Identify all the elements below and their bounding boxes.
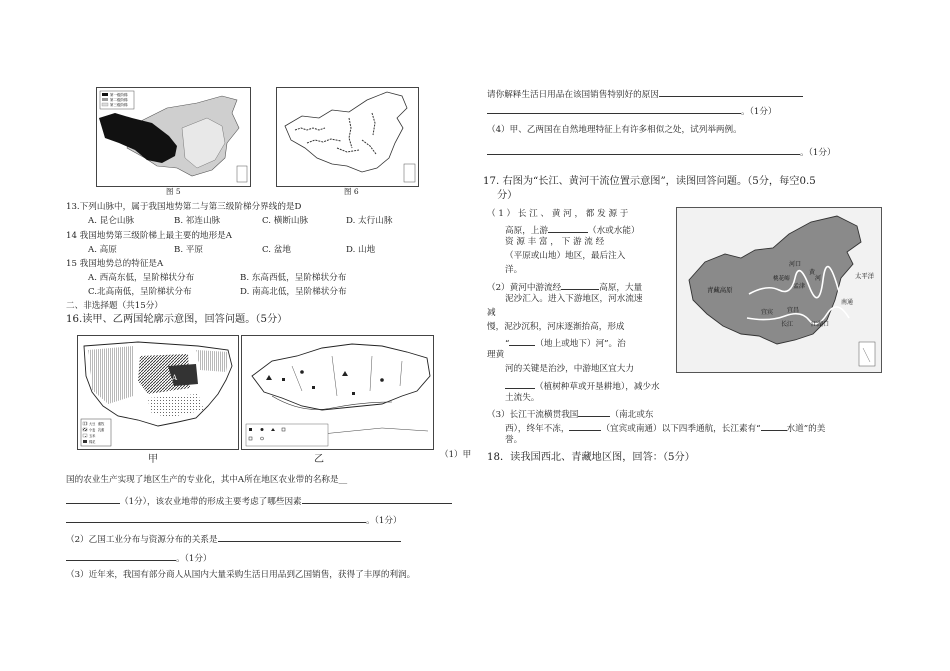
q16-2-text: （2）乙国工业分布与资源分布的关系是 [66, 535, 218, 545]
q17-2-g: 河的关键是治沙，中游地区宜大力 [505, 364, 634, 374]
svg-text:棉花: 棉花 [89, 440, 96, 444]
svg-text:乳畜: 乳畜 [98, 428, 105, 432]
answer-blank[interactable] [487, 145, 800, 155]
question-17: 17. 右图为“长江、黄河干流位置示意图”，读图回答问题。（5分，每空0.5 [483, 176, 816, 187]
q17-3-b-text: 西），终年不冻， [505, 424, 570, 434]
figure-17-rivers-map [676, 207, 882, 373]
question-18: 18．读我国西北、青藏地区图，回答：（5分） [487, 452, 695, 463]
q16-1-line-b-text: （1分），该农业地带的形成主要考虑了哪些因素 [120, 497, 302, 507]
q17-2-d: 慢，泥沙沉积，河床逐渐抬高，形成 [487, 322, 625, 332]
question-15: 15 我国地势总的特征是A [66, 259, 164, 269]
svg-text:长江: 长江 [781, 321, 794, 328]
q17-3-a-text2: （南北或东 [610, 410, 654, 420]
answer-blank[interactable] [505, 379, 535, 389]
q15-option-b: B. 东高西低，呈阶梯状分布 [240, 273, 347, 283]
q16-1-line-b [66, 494, 452, 508]
q13-option-a: A. 昆仑山脉 [88, 216, 135, 226]
answer-blank[interactable] [578, 407, 610, 417]
q13-option-d: D. 太行山脉 [346, 216, 393, 226]
svg-text:黄: 黄 [809, 269, 816, 276]
svg-text:湖口: 湖口 [817, 321, 830, 328]
q14-option-b: B. 平原 [174, 245, 203, 255]
q17-2-f: 理黄 [487, 350, 505, 360]
q16-2 [66, 532, 401, 546]
q17-3-c: 誉。 [505, 435, 523, 445]
q16-4: （4）甲、乙两国在自然地理特征上有许多相似之处，试列举两例。 [487, 125, 742, 135]
q17-1-b [505, 223, 640, 237]
q13-option-c: C. 横断山脉 [262, 216, 309, 226]
q14-option-c: C. 盆地 [262, 245, 291, 255]
question-13: 13.下列山脉中，属于我国地势第二与第三级阶梯分界线的是D [66, 202, 302, 212]
svg-text:第二级阶梯: 第二级阶梯 [110, 98, 128, 102]
q15-option-c: C.北高南低，呈阶梯状分布 [88, 287, 192, 297]
svg-text:南通: 南通 [841, 299, 854, 306]
figure-6-china-outline-map [276, 87, 419, 187]
svg-text:畜牧: 畜牧 [98, 422, 105, 426]
section-2-heading [66, 301, 163, 312]
svg-text:太平洋: 太平洋 [855, 272, 875, 280]
russia-industry-map [242, 336, 433, 449]
answer-blank[interactable] [218, 532, 401, 542]
q16-4-line2 [487, 145, 836, 159]
q16-1-lead: （1）甲 [440, 450, 472, 460]
q16-1-line-a: 国的农业生产实现了地区生产的专业化，其中A所在地区农业带的名称是__ [66, 475, 348, 485]
q17-3-b-text3: 水道”的美 [786, 424, 826, 434]
figure-5-caption: 图 5 [166, 187, 181, 196]
answer-blank[interactable] [569, 421, 601, 431]
answer-blank[interactable] [561, 280, 599, 290]
svg-text:宜昌: 宜昌 [787, 307, 800, 314]
q17-1-d: （平原或山地）地区，最后注入 [505, 251, 626, 261]
answer-blank[interactable] [302, 494, 452, 504]
answer-blank[interactable] [66, 513, 366, 523]
answer-blank[interactable] [548, 223, 588, 233]
q17-1-b-hint: （水或水能） [587, 226, 640, 236]
svg-text:大豆: 大豆 [89, 422, 96, 426]
answer-blank[interactable] [487, 104, 741, 114]
answer-blank[interactable] [509, 336, 535, 346]
q17-1-c: 资 源 丰 富 ， 下 游 流 经 [505, 237, 605, 247]
china-mountain-map [277, 88, 418, 186]
section-2-score: （共15分） [117, 301, 163, 311]
q17-3-a [487, 407, 653, 421]
usa-agriculture-map [78, 336, 238, 449]
answer-blank[interactable] [761, 421, 787, 431]
figure-jia-usa-map [77, 335, 239, 450]
q17-2-i: 土流失。 [505, 393, 540, 403]
q17-3-b-text2: （宜宾或南通）以下四季通航，长江素有“ [601, 424, 761, 434]
figure-yi-caption: 乙 [314, 454, 324, 465]
q17-1-e: 洋。 [505, 265, 523, 275]
q15-option-d: D. 南高北低，呈阶梯状分布 [240, 287, 347, 297]
svg-text:玉米: 玉米 [89, 434, 96, 438]
svg-text:宜宾: 宜宾 [761, 309, 774, 316]
q16-2-line2 [66, 551, 212, 565]
q17-3-a-text: （3）长江干流横贯我国 [487, 410, 579, 420]
q16-4-end: 。（1分） [800, 148, 836, 158]
q16-1-line-c [66, 513, 402, 527]
svg-text:第三级阶梯: 第三级阶梯 [110, 103, 128, 107]
q17-2-b: 泥沙汇入。进入下游地区，河水流速 [505, 294, 643, 304]
terrain-steps-map [97, 88, 250, 186]
q17-1-b-text: 高原，上游 [505, 226, 548, 236]
q17-2-a [487, 280, 642, 294]
q16-3-cont [487, 87, 803, 101]
question-14: 14 我国地势第三级阶梯上最主要的地形是A [66, 231, 232, 241]
answer-blank[interactable] [66, 494, 120, 504]
q14-option-d: D. 山地 [346, 245, 376, 255]
section-2-title: 二、非选择题 [66, 301, 118, 311]
figure-6-caption: 图 6 [344, 187, 359, 196]
q17-2-h-text: （植树种草或开垦耕地），减少水 [535, 382, 660, 392]
q16-1-line-c-text: 。（1分） [366, 516, 402, 526]
q16-3: （3）近年来，我国有部分商人从国内大量采购生活日用品到乙国销售，获得了丰厚的利润。 [66, 570, 416, 580]
svg-text:孟津: 孟津 [793, 283, 806, 290]
q17-3-b [505, 421, 825, 435]
svg-text:青藏高原: 青藏高原 [707, 286, 733, 294]
svg-text:桃花峪: 桃花峪 [773, 276, 790, 282]
yangtze-yellow-river-map [677, 208, 881, 372]
q17-2-c: 减 [487, 308, 496, 318]
q13-option-b: B. 祁连山脉 [174, 216, 221, 226]
q17-2-a-text: （2）黄河中游流经 [487, 283, 562, 293]
svg-text:河: 河 [815, 275, 822, 282]
q14-option-a: A. 高原 [88, 245, 117, 255]
q16-3-line2 [487, 104, 777, 118]
svg-text:江: 江 [811, 321, 818, 328]
svg-text:小麦: 小麦 [89, 428, 96, 432]
figure-yi-russia-map [241, 335, 434, 450]
svg-text:A: A [172, 374, 178, 382]
q17-2-e-text: （地上或地下）河”。治 [535, 339, 626, 349]
q17-2-e [505, 336, 626, 350]
q17-2-a-text2: 高原，大量 [599, 283, 643, 293]
answer-blank[interactable] [66, 551, 176, 561]
q16-3-cont-text: 请你解释生活日用品在该国销售特别好的原因 [487, 90, 659, 100]
figure-jia-caption: 甲 [148, 454, 158, 465]
q16-3-end: 。（1分） [741, 107, 777, 117]
figure-5-terrain-map [96, 87, 251, 187]
svg-text:河口: 河口 [789, 261, 802, 268]
answer-blank[interactable] [659, 87, 803, 97]
question-16: 16.读甲、乙两国轮廓示意图，回答问题。（5分） [66, 314, 288, 325]
q16-2-end: 。（1分） [176, 554, 212, 564]
q15-option-a: A. 西高东低，呈阶梯状分布 [88, 273, 195, 283]
svg-text:第一级阶梯: 第一级阶梯 [110, 93, 128, 97]
q17-1-a: （ 1 ） 长 江 、 黄 河 ， 都 发 源 于 [487, 209, 629, 219]
question-17-cont: 分） [497, 190, 518, 201]
q17-2-e-quote: “ [505, 339, 510, 349]
q17-2-h [505, 379, 660, 393]
